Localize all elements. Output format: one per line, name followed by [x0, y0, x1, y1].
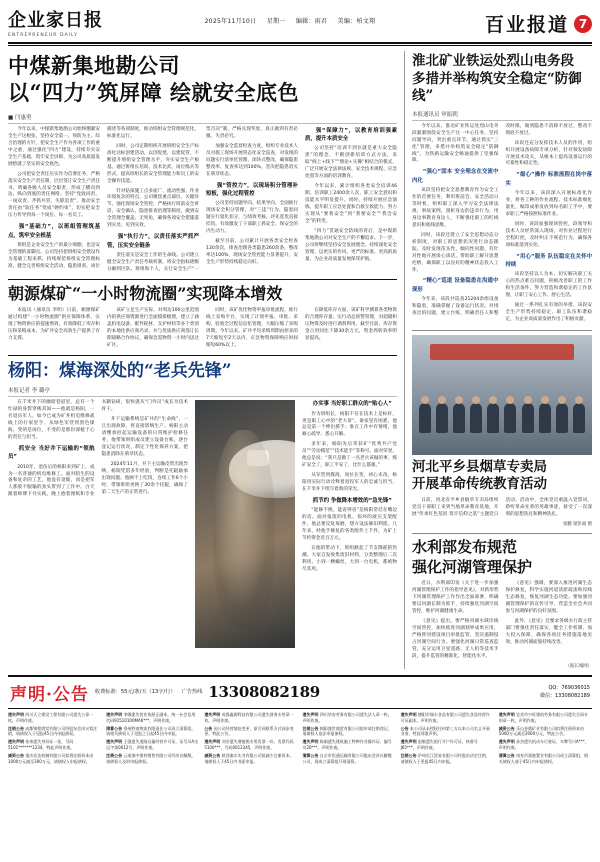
photo-banner	[430, 344, 574, 360]
section-title: 百业报道	[484, 14, 569, 36]
section-header	[485, 6, 592, 37]
person-figure	[470, 403, 482, 433]
article-main-title-line1: 中煤新集地勘公司	[8, 53, 180, 78]
article-water-source: （据长城网）	[565, 663, 592, 669]
person-figure	[504, 403, 516, 433]
article-railway-body	[412, 124, 592, 324]
paragraph: “四力”贯通安全防线的背后，是中煤新集地勘公司对安全生产的不懈追求。下一步，公司将继续坚持安全发展理念，持续深化安全管理，以更实的作风、更严的标准、更高的质量，为企业高质量发展保驾护航。	[305, 228, 397, 262]
ad-item-title: 遗失声明	[400, 711, 417, 717]
paragraph: 井下运输系统是矿井的“生命线”，一旦出现故障，将直接影响生产。杨阳主动请缨承担起运输设备的日常维护检修任务，他带领班组成员建立设备台账，逐台登记运行状况，制定个性化保养方案，把隐患消除在萌芽状态。	[101, 417, 188, 458]
paragraph: 本报讯（通讯员 李明）日前，朝源煤矿通过构建“一小时物流圈”供应保障体系，实现了物资供应的提速增效，有效降低了库存积压和采购成本，为矿井安全高效生产提供了有力支撑。	[8, 308, 100, 342]
paragraph: 该段还充分发挥技术人员的作用，组织开展设备故障专项分析，针对频发故障开展技术攻关，从根本上提高设备运行的可靠性和稳定性。	[505, 140, 592, 167]
divider	[8, 279, 397, 280]
issue-weekday: 星期一	[266, 18, 286, 25]
ad-item-body: 陈刚遗失建筑施工特种作业操作证，编号川20***，声明作废。	[302, 739, 392, 750]
paragraph: 在降低库存方面，该矿科学测算各类物资的合理库存量，实行动态预警管理，对超储积压物资及时进行调剂利用。截至目前，库存资金占用同比下降30余万元，资金周转效率明显提高。	[305, 308, 397, 342]
ad-item	[401, 753, 494, 765]
paragraph: 同时，该矿优化物资申报审批流程，推行线上采购平台，实现了计划申报、审批、采购、验收全过程信息化管理，大幅压缩了采购周期。今年以来，矿井平均采购周期由原来的7天缩短至2天以内，应急物资保障响应时间缩短60%以上。	[206, 308, 298, 349]
ad-item	[302, 739, 395, 751]
person-figure	[436, 403, 448, 433]
ad-item-body: 云南滇中建材销售有限公司经决议解散，请债权人及时申报债权。	[106, 752, 196, 764]
paragraph: 2010年，退伍后的杨阳来到矿上，成为一名普通的机电维修工。面对陌生的设备和复杂的工艺，他没有退缩，而是把军人那股不服输的劲头带到了工作中。白天跟着师傅下井实践，晚上抱着图纸和专业书籍钻研，很快就从“门外汉”成长为技术骨干。	[8, 400, 188, 498]
classified-price	[95, 689, 176, 697]
masthead-brand	[8, 6, 103, 38]
classified-list	[8, 712, 592, 766]
paragraph: 同时，该段还建立了安全思想动态分析制度，对职工的思想状况进行动态跟踪，及时发现苗头性、倾向性问题，有针对性地开展谈心谈话，帮助职工解开思想疙瘩，确保职工以良好的精神状态投入工作。	[411, 232, 499, 273]
photo-story-title-line2: 开展革命传统教育活动	[411, 476, 547, 493]
photo-people	[419, 403, 585, 433]
article-water-title-line1: 水利部发布规范	[411, 538, 517, 557]
paragraph: 今年以来，淮北矿业铁运处烈山电务段紧紧围绕安全生产这一中心任务，坚持问题导向，突出重点环节，通过抓实“三化”管理，多措并举构筑安全稳定“防御线”，为铁路运输安全畅通提供了坚强保障。	[411, 123, 499, 164]
divider	[412, 330, 592, 331]
ad-item-body: 四川天立建设工程有限公司遗失公章一枚，声明作废。	[8, 711, 94, 723]
article-subhead: “细心”操作 标准流程在岗中落实	[505, 172, 592, 187]
ad-item-title: 遗失声明	[106, 711, 123, 717]
ad-item-title: 遗失声明	[8, 739, 24, 745]
paragraph: 该段坚持以人为本，切实解决职工关心的热点难点问题，积极改善职工的工作和生活条件，努力营造和谐稳定的工作氛围，让职工安心工作、舒心生活。	[505, 272, 592, 298]
article-water-title	[412, 538, 592, 577]
article-logistics-body	[8, 308, 397, 350]
article-logistics	[8, 284, 397, 351]
article-railway-title-line1: 淮北矿业铁运处烈山电务段	[411, 53, 574, 69]
paragraph: 针对钻探施工点多面广、流动性强、作业环境复杂的特点，公司聚焦重点部位、关键环节，强化现场安全管控，严格执行班前安全讲话、安全确认、隐患排查治理等制度，做到安全管理全覆盖、无死角，确保各项安全措施落到实处、见到实效。	[107, 188, 199, 229]
article-main-byline: ■ 闫惠勇	[8, 113, 397, 124]
article-subhead: 强“管控力”，以现场积分管理补短板，强化过程管控	[206, 182, 298, 197]
article-subhead: “强心”固本 安全理念在交流中内化	[411, 169, 499, 184]
paragraph: 今年以来，该段深入开展标准化作业，将各工种的作业流程、技术标准细化量化，编印成册发放到每名职工手中，要求职工严格按照标准作业。	[505, 190, 592, 217]
ad-item	[8, 712, 101, 724]
miner-photo	[195, 400, 295, 648]
newspaper-logo-en: ENTREPRENEUR DAILY	[8, 33, 78, 38]
masthead-rule-thick	[8, 42, 592, 44]
newspaper-logo: 企业家日报	[8, 10, 103, 31]
article-veteran-body-left	[8, 400, 188, 499]
divider	[412, 533, 592, 534]
paragraph: 今年以来，累计组织各类安全培训46期，培训职工2400余人次，职工安全意识和技能水平明显提升。同时，持续开展应急演练，提升职工应急处置和自救互救能力，努力实现从“要我安全”到“我要安全”“我会安全”的转变。	[305, 184, 397, 224]
ad-item	[302, 712, 395, 724]
masthead	[8, 6, 592, 41]
person-figure	[453, 403, 465, 433]
ad-item	[302, 726, 395, 738]
ad-item	[106, 726, 199, 738]
ad-item	[204, 739, 297, 751]
article-veteran-title: 杨阳：煤海深处的“老兵先锋”	[8, 361, 232, 382]
ad-hotline-number[interactable]: 13308082189	[208, 683, 320, 702]
paragraph: 近日，水利部印发《关于进一步加强河湖管理保护工作的指导意见》，对新形势下河湖管理保护工作作出全面部署，明确要以河湖长制为抓手，持续强化河湖空间管控，维护河湖健康生命。	[411, 581, 499, 615]
paragraph: 该段坚持把安全思想教育作为安全工作的首要任务，利用班前会、安全活动日等时机，组织职工深入学习安全法律法规、事故案例，剖析身边的违章行为，用身边事教育身边人，不断强化职工的红线意识和底线思维。	[411, 187, 499, 228]
paragraph: 该矿立足生产实际，对周边100公里范围内的供应商资源进行全面摸排梳理，建立了涵盖机电设备、配件耗材、支护材料等多个类别的本地化供应商名录，并与优质供应商签订长期战略合作协议，确保急需物资一小时内送达矿区。	[107, 308, 199, 349]
paragraph: 日前，河北省平乡县烟草专卖局组织党员干部职工来到当地革命教育基地，开展“传承红色基因 筑牢信仰之基”主题党日活动。活动中，全体党员重温入党誓词，聆听革命先辈的英雄事迹，接受了一次深刻的思想洗礼和精神洗礼。	[411, 497, 592, 517]
article-main-title-line2: 以“四力”筑屏障 绘就安全底色	[8, 79, 299, 105]
ad-item-title: 遗失声明	[302, 711, 319, 717]
wechat-value: 13308082189	[555, 693, 590, 700]
ad-item-title: 减资公告	[8, 752, 24, 758]
ad-item	[401, 739, 494, 751]
ad-item-body: 刘芳遗失增值税专用发票一份，发票代码5100***，号码0012345，声明作废。	[204, 739, 294, 750]
divider	[8, 355, 397, 356]
ad-hotline-label: 广告热线	[181, 688, 203, 695]
ad-item	[8, 739, 101, 751]
ad-item	[499, 726, 592, 738]
article-main	[8, 53, 397, 274]
wechat-label: 微信：	[539, 693, 555, 700]
issue-proofreader: 美编：柏文翔	[337, 18, 376, 25]
ad-item-title: 公告	[400, 725, 409, 731]
article-subhead: 强“执行力”，以责任落实严抓严管，压实安全链条	[107, 234, 199, 249]
paragraph: 此外，《意见》还要求各级水行政主管部门要强化责任落实，健全工作机制，加大投入保障，确保各项任务措施落地见效，推动河湖面貌持续改善。	[505, 619, 592, 646]
ad-item-title: 注销公告	[8, 725, 24, 731]
paragraph: 责任落实是安全工作的生命线。公司建立健全安全生产责任考核机制，将安全指标逐级分解到区队、班组和个人，实行安全生产“一票否决”制，严格兑现奖惩，真正做到有责必履、失责必究。	[107, 126, 298, 272]
ad-item	[401, 712, 494, 724]
ad-item-body: 德阳市瑞丰食品有限公司遗失食品经营许可证副本，声明作废。	[400, 711, 490, 723]
article-veteran	[8, 360, 397, 648]
paragraph: 加强安全监督检查力度，组织专业技术人员对施工现场开展常态化安全巡查，对发现的问题实行清单化管理、闭环式整改，确保隐患整改率、复查率达到100%，坚决把隐患消灭在萌芽状态。	[206, 143, 298, 177]
group-photo	[412, 335, 592, 455]
person-figure	[487, 403, 499, 433]
ad-item-body: 绵阳盛世商贸有限公司拟申请注销登记，请债权人依法申报债权。	[302, 725, 392, 737]
photo-credit: 张鹏 梁彭福 摄	[562, 522, 592, 528]
article-water	[412, 538, 592, 669]
ad-item	[106, 753, 199, 765]
article-subhead: “用心”服务 队伍稳定在关怀中持续	[505, 253, 592, 268]
article-water-title-line2: 强化河湖管理保护	[411, 557, 532, 576]
masthead-meta	[205, 6, 384, 25]
photo-story	[412, 335, 592, 528]
paragraph: 《意见》提出，要严格河湖水域岸线空间管控，加快推进河湖划界成果应用，严格涉河建设项目审批监管，坚决遏制侵占河湖空间行为。要强化河湖日常巡查监管，充分运用卫星遥感、无人机等技术手段，提升监管的精准化、智能化水平。	[411, 619, 499, 659]
photo-story-title	[412, 459, 592, 494]
article-railway-byline: 本报通讯员 审振朝	[412, 110, 592, 121]
person-figure	[522, 403, 534, 433]
ad-item-title: 注销公告	[302, 725, 319, 731]
ad-item	[8, 726, 101, 738]
article-subhead: 抓节约 争做降本增效的“急先锋”	[312, 498, 392, 505]
paragraph: 作为班组长，杨阳不仅在技术上是标杆，更是职工心中的“老大哥”。谁家里有困难，他总是第一个伸出援手；谁在工作中有情绪，他耐心疏导、悉心开解。	[302, 411, 397, 438]
issue-editor: 编辑：雨君	[295, 18, 328, 25]
person-figure	[556, 403, 568, 433]
person-figure	[419, 403, 431, 433]
paragraph: 今年来，该段共巡查21204余组设备和隐患，准确掌握了设备运行状况。对排查出的问题，建立台账，明确责任人和整改时限，做到隐患不消除不放过、整改不彻底不放过。	[411, 123, 592, 316]
ad-item-body: 南充市嘉陵置业有限公司成立清算组，相关债权人请于45日内申报债权。	[498, 752, 589, 764]
article-subhead: 强“保障力”，以教育培训强素质，提升本质安全	[305, 127, 397, 142]
qq-value: 769036015	[561, 685, 590, 692]
ad-item	[106, 712, 199, 724]
page-body	[8, 51, 592, 669]
ad-item	[8, 753, 101, 765]
ad-item	[302, 753, 395, 765]
ad-item	[499, 739, 592, 751]
ad-item	[204, 712, 297, 724]
paragraph: 在千米井下的幽暗巷道里，总有一个忙碌的身影穿梭其间——他就是杨阳，一名退伍军人，如今已成为矿井机电维修战线上的行家里手。从绿色军营到黑色煤海，变的是岗位，不变的是那份深植于心的责任与担当。	[8, 400, 95, 441]
price-label: 收费标准：	[94, 688, 121, 695]
page-number-badge: 7	[574, 15, 592, 33]
ad-item	[401, 726, 494, 738]
ad-item-title: 遗失声明	[204, 739, 221, 745]
ad-item-body: 本公司从未授权任何第三方以本公司名义开展业务，特此郑重声明。	[400, 725, 490, 737]
ad-item-body: 孙杰遗失机动车行驶证，车牌号川A***，声明作废。	[498, 739, 589, 750]
ad-item-title: 减资公告	[498, 725, 515, 731]
person-figure	[573, 403, 585, 433]
left-column	[8, 51, 397, 669]
article-railway	[412, 53, 592, 324]
qq-label: QQ：	[548, 685, 562, 692]
ad-item	[106, 739, 199, 751]
price-value: 55元/条/天（13字/行）	[120, 688, 176, 695]
ad-item-body: 重庆宏达机械有限公司拟将注册资本由1000万元减至300万元，请债权人申报债权。	[8, 752, 94, 764]
ad-item-title: 遗失声明	[302, 739, 319, 745]
ad-item-body: 自贡市恒通运输有限公司股东会决议解散公司，现成立清算组开展清算。	[302, 752, 392, 764]
ad-item-title: 减资公告	[204, 752, 221, 758]
ad-item-body: 成都鑫源科技有限公司遗失财务专用章一枚，声明作废。	[204, 711, 294, 723]
paragraph: 班组是企业安全生产的最小细胞，也是安全管理的落脚点。公司坚持把班组安全建设作为基础工程来抓，持续规范班组安全管理标准，健全完善班组安全活动、隐患排查、岗位描述等各项制度，推动班组安全管理规范化、标准化运行。	[8, 126, 199, 269]
article-main-body	[8, 127, 397, 274]
article-subhead: 办实事 当好职工群众的“贴心人”	[312, 401, 392, 408]
ad-item-title: 遗失声明	[400, 739, 417, 745]
ad-item-title: 遗失声明	[106, 739, 123, 745]
ad-item-body: 赵敏遗失银行开户许可证，核准号J65***，声明作废。	[400, 739, 478, 750]
ad-item	[204, 753, 297, 765]
right-column	[412, 51, 592, 669]
ad-item-title: 清算公告	[302, 752, 319, 758]
helmet-shape	[229, 440, 295, 498]
classified-section	[8, 675, 592, 766]
ad-item-body: 陕西秦川实业有限公司拟减少注册资本，请债权人于45日内书面申报。	[204, 752, 294, 764]
article-subhead: 强“基础力”，以班组管理筑基点，筑牢安全根基	[8, 224, 100, 239]
photo-story-title-line1: 河北平乡县烟草专卖局	[411, 458, 547, 475]
paragraph: 2024年11月，井下主运输皮带出现异响，杨阳凭借多年经验，判断是托辊轴承出现问题。他顾不上吃饭，连续工作6个小时，带领班组更换了30余个托辊，确保了第二天生产的正常进行。	[101, 462, 188, 495]
article-veteran-byline: 本报记者 李 璐亭	[8, 386, 397, 397]
ad-item-title: 遗失声明	[204, 711, 221, 717]
ad-item-body: 因公司经营地址变更，原合同联系方式同步变更，特此公告。	[204, 725, 294, 737]
ad-item-title: 注销公告	[400, 752, 417, 758]
issue-date: 2025年11月10日	[204, 18, 257, 25]
article-water-body	[412, 581, 592, 661]
paragraph: 在他的带动下，班组掀起了节支降耗的热潮。大家自发收集废旧材料，分类整理后二次利用，小到一颗螺丝，大到一台电机，都被物尽其用。	[302, 546, 397, 573]
ad-item-body: 四川华安劳务有限公司遗失法人章一枚，声明作废。	[302, 711, 392, 723]
paragraph: 公司坚持“培训不到位就是重大安全隐患”的理念，不断创新培训方式方法，采取“线上+线下”“理论+实操”相结合的模式，广泛开展安全法律法规、安全技术规程、应急处置等方面的培训教育。	[305, 146, 397, 180]
paragraph: 今年以来，中煤新集地勘公司始终绷紧安全生产这根弦，坚持安全第一、预防为主、综合治理的方针，把安全生产作为各项工作的重中之重，通过强化“四力”建设，持续夯实安全生产基础，筑牢安全屏障，为公司高质量发展绘就了坚实的安全底色。	[8, 126, 100, 167]
paragraph: 同时，该段加强现场管控，段领导和技术人员经常深入现场，对作业过程进行全程盯控，及时纠正不规范行为，确保各项标准落到实处。	[505, 221, 592, 248]
ad-item-body: 贵州黔南物流有限责任公司成立清算组，请相关债权人于见报之日起45日内申报。	[106, 725, 196, 737]
ad-item-body: 成都锦程商贸有限公司经股东会决议拟注销，请债权人于见报45日内申报债权。	[8, 725, 98, 737]
wechat-contact[interactable]	[540, 692, 590, 700]
ad-item	[499, 753, 592, 765]
article-main-title	[8, 53, 397, 107]
paragraph: 多年来，杨阳先后荣获矿“优秀共产党员”“劳动模范”“技术能手”等称号。面对荣誉，他总是说：“我只是做了一名老兵该做的事，煤矿安全了，职工平安了，比什么都强。”	[302, 442, 397, 469]
paragraph: “能修不换、能省则省”是杨阳常挂在嘴边的话。面对报废的电机、损坏的液压支架配件，他总要反复琢磨，想方设法修旧利废。几年来，经他手修复的各类配件上千件，为矿上节约资金近百万元。	[302, 508, 397, 542]
classified-title: 声明·公告	[10, 684, 89, 705]
ad-item-title: 遗失声明	[498, 739, 515, 745]
qq-contact[interactable]	[540, 684, 590, 692]
ad-item	[499, 712, 592, 724]
ad-item-title: 注销公告	[106, 752, 123, 758]
article-railway-title	[412, 53, 592, 106]
article-veteran-body-right	[302, 400, 397, 577]
paragraph: 截至目前，公司累计开展各类安全检查130余次，排查治理各类隐患260余条，整改率达100%，现场安全管控能力显著提升，安全生产形势持续稳定向好。	[206, 238, 298, 265]
paragraph: 从军营到煤海，岗位在变，初心未改。杨阳用实际行动诠释着退役军人的忠诚与担当，在千米井下续写着新的荣光。	[302, 473, 397, 493]
ad-item-body: 泸州长江贸易有限公司经股东决定注销，请债权人于见报45日内申报。	[400, 752, 490, 764]
paragraph: 《意见》强调，要深入推进河湖生态保护修复，科学实施河道清淤疏浚和岸线生态修复，恢复河湖生态功能。要加强河湖管理保护的宣传引导，营造全社会共同参与河湖保护的良好氛围。	[505, 581, 592, 615]
ad-item-body: 张伟遗失身份证一张，号码5101*******1234，特此声明作废。	[8, 739, 75, 750]
ad-item-body: 乐山金鼎矿业有限公司拟将注册资本由5000万元减至2000万元，特此公告。	[498, 725, 585, 737]
article-logistics-title: 朝源煤矿“一小时物流圈”实现降本增效	[8, 283, 283, 303]
masthead-rule-thin	[8, 45, 592, 46]
classified-contacts	[540, 684, 590, 700]
ad-item-title: 清算公告	[106, 725, 123, 731]
article-subhead: 抓安全 当好井下运输的“领航员”	[8, 446, 95, 461]
paragraph: 通过一系列扎实有效的举措，该段安全生产形势持续稳定，职工队伍和谐稳定，为企业高质量发展作出了积极贡献。	[505, 302, 592, 322]
photo-story-body	[412, 498, 592, 520]
column-divider	[404, 51, 405, 669]
article-subhead: “精心”巡道 设备隐患在沟通中现形	[411, 278, 499, 293]
paragraph: 同时，公司定期组织开展班组安全生产标准化达标创建活动，以创促建、以建促管，不断提升班组安全管理水平，夯实安全生产根基。通过班组长培训、技术比武、岗位练兵等形式，提高班组长的安全管理能力和员工的安全操作技能。	[107, 143, 199, 184]
ad-item-title: 遗失声明	[498, 711, 515, 717]
article-railway-title-line2: 多措并举构筑安全稳定“防御线”	[411, 70, 582, 105]
paragraph: 公司坚持问题导向、结果导向，全面推行现场安全积分管理，对“三违”行为、隐患问题实行量化扣分，与绩效考核、评先选优直接挂钩，有效激发了干部职工抓安全、保安全的内生动力。	[206, 200, 298, 234]
ad-item	[204, 726, 297, 738]
ad-item-title: 遗失声明	[8, 711, 24, 717]
ad-item-title: 公告	[204, 725, 213, 731]
paragraph: 公司把安全责任压实作为首要任务，严格落实安全生产责任制，层层签订安全生产责任书，明确各级人员安全职责，形成了横向到边、纵向到底的责任网络。坚持“党政同责、一岗双责、齐抓共管、失职追责”，推动安全责任由“软任务”变成“硬约束”，切实把安全压力传导到每一个岗位、每一名员工。	[8, 171, 100, 219]
ad-item-body: 宜宾市兴旺建筑劳务有限公司遗失合同专用章一枚，声明作废。	[498, 711, 589, 723]
ad-item-title: 清算公告	[498, 752, 515, 758]
person-figure	[539, 403, 551, 433]
lamp-shape	[247, 450, 269, 466]
ad-item-body: 李娜遗失营业执照正副本，统一社会信用代码91510100MA6***，声明作废。	[106, 711, 196, 723]
ad-item-body: 王强遗失道路运输经营许可证，证号川A交运字第0012号，声明作废。	[106, 739, 199, 750]
classified-header	[8, 675, 592, 709]
